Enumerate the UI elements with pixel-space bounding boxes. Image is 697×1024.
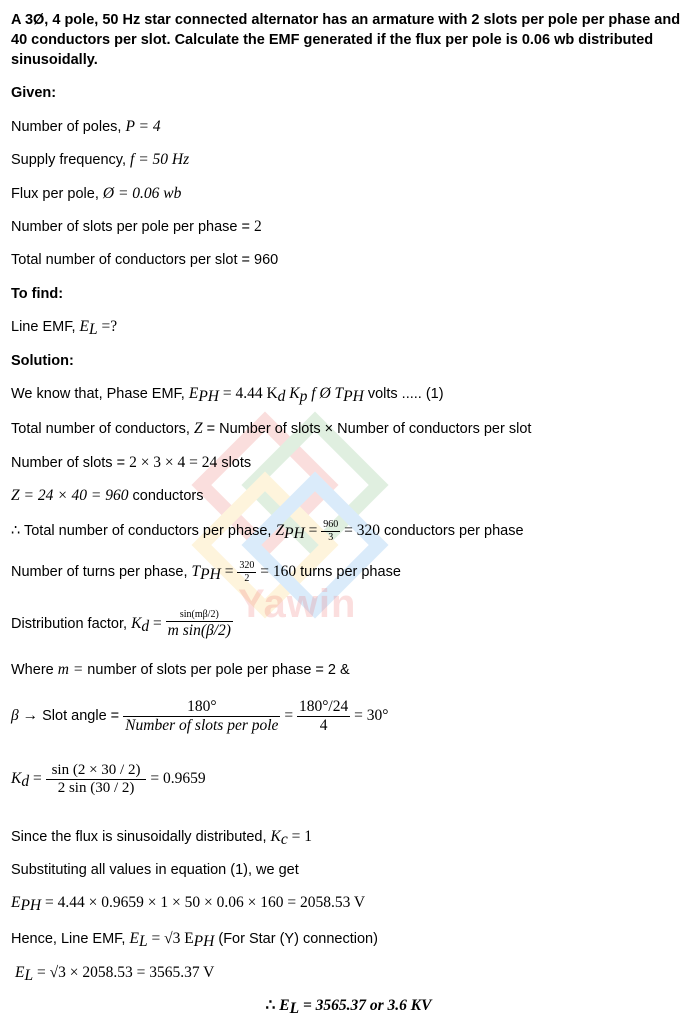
eph-var: E: [11, 894, 21, 911]
given-flux-label: Flux per pole,: [11, 186, 103, 202]
z-tail: conductors: [128, 488, 204, 504]
z-eq: Z = 24 × 40 = 960: [11, 487, 129, 504]
slot-angle-label: Slot angle =: [38, 708, 124, 724]
given-poles: [11, 118, 161, 136]
phase-emf-var: E: [188, 385, 199, 402]
to-find-sub: L: [88, 321, 98, 338]
phase-emf-f: f Ø T: [307, 385, 344, 402]
line-emf-tail: (For Star (Y) connection): [214, 931, 378, 947]
phase-emf-kp: K: [285, 385, 300, 402]
solution-heading: Solution:: [11, 353, 74, 369]
solution-slot-angle: β → Slot angle = $\frac{180^\circ}{\text{Number of slots per pole}}$ = $\frac{180^\circ/24}{4}$ = 30°: [11, 698, 389, 734]
phase-emf-tail: volts ..... (1): [363, 386, 444, 402]
kc-label: Since the flux is sinusoidally distributed,: [11, 829, 271, 845]
line-emf-sub: L: [138, 933, 148, 950]
given-slots-value: 2: [254, 218, 262, 235]
total-conductors-rest: = Number of slots × Number of conductors per slot: [202, 421, 532, 437]
where-label: Where: [11, 662, 58, 678]
beta-symbol: β →: [11, 707, 39, 724]
to-find-rest: =?: [97, 318, 118, 335]
el-sub: L: [24, 967, 34, 984]
kd-den: m sin(β/2): [167, 621, 231, 639]
slot-angle-num-2: 180°/24: [298, 698, 349, 716]
to-find-text: [11, 318, 117, 336]
slot-angle-fraction: [123, 699, 280, 733]
zph-result: = 320: [344, 522, 381, 539]
tph-num: 320: [239, 559, 255, 571]
given-poles-label: Number of poles,: [11, 119, 126, 135]
slots-label: Number of slots =: [11, 455, 130, 471]
tph-result: = 160: [260, 563, 297, 580]
line-emf-var: E: [129, 930, 139, 947]
el-result: = √3 × 2058.53 = 3565.37 V: [33, 964, 215, 981]
kd-label: Distribution factor,: [11, 616, 132, 632]
watermark-text: Yawin: [238, 582, 357, 626]
zph-tail: conductors per phase: [380, 523, 524, 539]
slot-angle-result: = 30°: [354, 707, 389, 724]
tph-den: 2: [244, 572, 250, 584]
solution-line-emf-formula: [11, 930, 378, 948]
given-poles-eq: P = 4: [125, 118, 161, 135]
to-find-var: E: [79, 318, 89, 335]
zph-den: 3: [328, 531, 334, 543]
final-sub: L: [289, 1000, 300, 1017]
to-find-label: Line EMF,: [11, 319, 80, 335]
solution-total-conductors: [11, 420, 531, 438]
solution-phase-emf: [11, 385, 444, 403]
given-conductors: Total number of conductors per slot = 960: [11, 252, 279, 268]
eph-sub: PH: [20, 897, 42, 914]
problem-line-1: A 3Ø, 4 pole, 50 Hz star connected alternator has an armature with 2 slots per pole per phase and: [11, 12, 681, 28]
where-eq: m =: [57, 661, 84, 678]
zph-label: ∴ Total number of conductors per phase,: [11, 523, 276, 539]
solution-el-value: [15, 964, 214, 982]
problem-line-2: 40 conductors per slot. Calculate the EMF generated if the flux per pole is 0.06 wb distributed: [11, 32, 654, 48]
phase-emf-kd-sub: d: [277, 388, 286, 405]
zph-fraction: [321, 520, 340, 543]
eph-result: = 4.44 × 0.9659 × 1 × 50 × 0.06 × 160 = 2058.53 V: [41, 894, 366, 911]
total-conductors-label: Total number of conductors,: [11, 421, 194, 437]
zph-sub: PH: [284, 525, 305, 542]
slot-angle-den: Number of slots per pole: [125, 716, 279, 734]
kd-sub: d: [141, 618, 150, 635]
given-flux: [11, 185, 181, 203]
tph-tail: turns per phase: [296, 564, 401, 580]
tph-var: T: [191, 563, 201, 580]
solution-number-of-slots: [11, 454, 251, 472]
kd-value-result: = 0.9659: [150, 770, 206, 787]
solution-distribution-factor: Distribution factor, $K_d$ = $\frac{\sin(m\beta/2)}{\text{m sin(β/2)}}$: [11, 608, 231, 639]
given-frequency-eq: f = 50 Hz: [130, 151, 190, 168]
final-result: = 3565.37 or 3.6 KV: [299, 997, 432, 1014]
phase-emf-rest: = 4.44 K: [218, 385, 278, 402]
tph-fraction: [237, 561, 256, 584]
slot-angle-den-2: 4: [319, 716, 328, 734]
slot-angle-num: 180°: [123, 699, 280, 717]
el-var: E: [15, 964, 25, 981]
kd-value-var: K: [11, 770, 22, 787]
phase-emf-label: We know that, Phase EMF,: [11, 386, 189, 402]
kd-var: K: [131, 615, 142, 632]
solution-kd-value: $K_d$ = $\frac{\sin (2 \times 30 / 2)}{2 \sin (30 / 2)}$ = 0.9659: [11, 761, 206, 796]
given-heading: Given:: [11, 85, 57, 101]
kd-value-sub: d: [21, 773, 30, 790]
solution-kc: [11, 828, 312, 846]
solution-substituting: Substituting all values in equation (1), we get: [11, 862, 299, 878]
solution-where-m: [11, 661, 350, 679]
solution-z-value: [11, 487, 203, 505]
given-flux-eq: Ø = 0.06 wb: [102, 185, 182, 202]
kc-result: = 1: [287, 828, 313, 845]
tph-label: Number of turns per phase,: [11, 564, 192, 580]
zph-var: Z: [275, 522, 285, 539]
zph-num: 960: [323, 518, 339, 530]
given-slots-label: Number of slots per pole per phase =: [11, 219, 255, 235]
line-emf-label: Hence, Line EMF,: [11, 931, 130, 947]
phase-emf-t-sub: PH: [343, 388, 364, 405]
final-therefore: ∴: [265, 997, 280, 1014]
kd-fraction: [166, 610, 233, 639]
phase-emf-sub: PH: [198, 388, 219, 405]
kd-value-num: sin (2 × 30 / 2): [46, 762, 147, 780]
kc-var: K: [270, 828, 281, 845]
problem-line-3: sinusoidally.: [11, 52, 98, 68]
tph-sub: PH: [200, 566, 221, 583]
line-emf-eq: = √3 E: [147, 930, 194, 947]
final-var: E: [279, 997, 290, 1014]
given-slots: [11, 218, 262, 236]
total-conductors-var: Z: [193, 420, 203, 437]
line-emf-sub-2: PH: [193, 933, 215, 950]
solution-conductors-per-phase: ∴ Total number of conductors per phase, $Z_{PH}$ = $\frac{960}{3}$ = 320 conductors per phase: [11, 518, 524, 543]
solution-turns-per-phase: Number of turns per phase, $T_{PH}$ = $\frac{320}{2}$ = 160 turns per phase: [11, 559, 401, 584]
final-answer: [0, 996, 697, 1015]
kc-sub: c: [280, 831, 288, 848]
slots-eq: 2 × 3 × 4 = 24: [129, 454, 218, 471]
slots-tail: slots: [217, 455, 252, 471]
slot-angle-fraction-2: [297, 699, 350, 733]
kd-value-den: 2 sin (30 / 2): [57, 779, 135, 796]
phase-emf-kp-sub: p: [299, 388, 308, 405]
given-frequency-label: Supply frequency,: [11, 152, 131, 168]
where-tail: number of slots per pole per phase = 2 &: [83, 662, 350, 678]
to-find-heading: To find:: [11, 286, 64, 302]
kd-value-fraction: [46, 762, 147, 797]
kd-num: sin(mβ/2): [166, 610, 233, 622]
solution-eph-value: [11, 894, 365, 912]
given-frequency: [11, 151, 189, 169]
